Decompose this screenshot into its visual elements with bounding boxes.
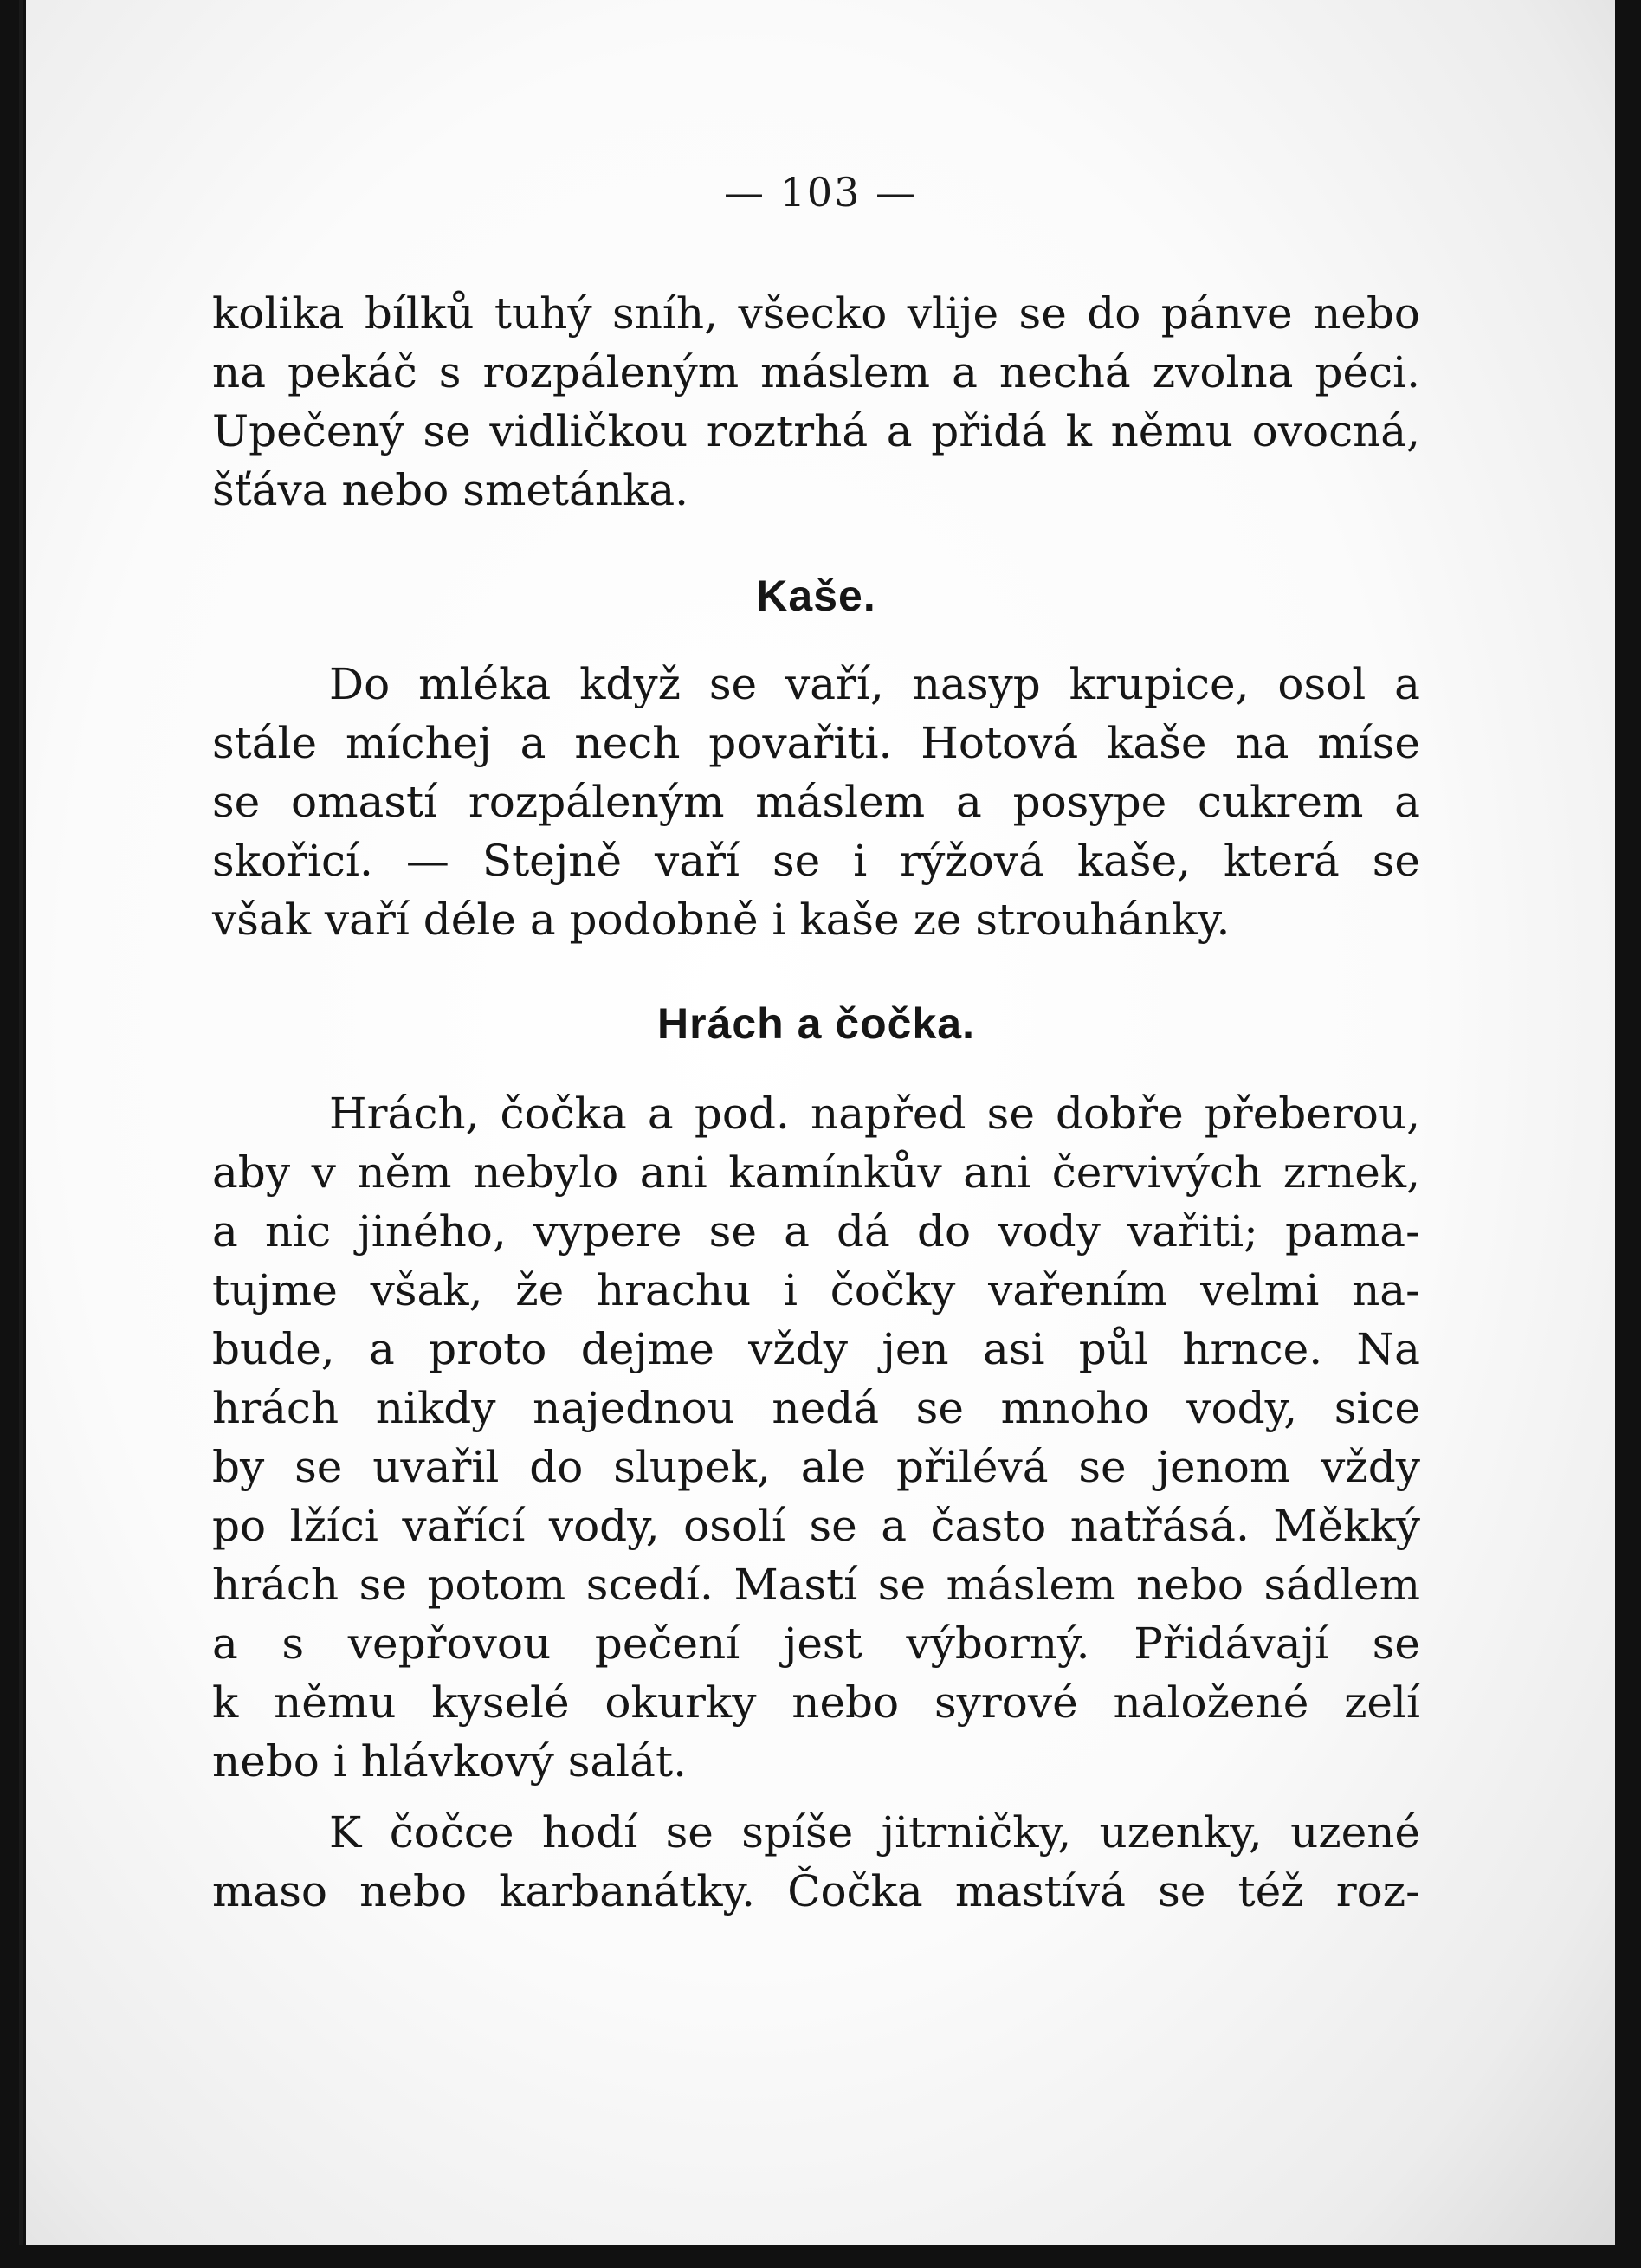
text-line: K čočce hodí se spíše jitrničky, uzenky, uzené <box>329 1807 1420 1858</box>
text-line: a s vepřovou pečení jest výborný. Přidávají se <box>212 1619 1420 1669</box>
kase-paragraph <box>212 655 1420 949</box>
text-line: po lžíci vařící vody, osolí se a často natřásá. Měkký <box>212 1501 1420 1551</box>
book-page <box>26 0 1615 2247</box>
text-line: a nic jiného, vypere se a dá do vody vařiti; pama- <box>212 1206 1420 1257</box>
section-heading-kase: Kaše. <box>756 572 876 620</box>
text-line: aby v něm nebylo ani kamínkův ani červivých zrnek, <box>212 1147 1420 1198</box>
scan-left-edge <box>19 0 23 2268</box>
scan-bottom-edge <box>0 2245 1641 2268</box>
text-line: však vaří déle a podobně i kaše ze strouhánky. <box>212 895 1231 945</box>
text-line: by se uvařil do slupek, ale přilévá se jenom vždy <box>212 1442 1420 1492</box>
text-line: na pekáč s rozpáleným máslem a nechá zvolna péci. <box>212 347 1420 397</box>
scan-right-edge <box>1617 0 1641 2268</box>
page-body <box>212 284 1420 1921</box>
section-heading-hrach: Hrách a čočka. <box>657 999 975 1048</box>
page-number: — 103 — <box>723 169 918 216</box>
hrach-paragraph-2 <box>212 1803 1420 1921</box>
intro-paragraph <box>212 284 1420 520</box>
text-line: maso nebo karbanátky. Čočka mastívá se též roz- <box>212 1866 1420 1916</box>
text-line: bude, a proto dejme vždy jen asi půl hrnce. Na <box>212 1324 1420 1374</box>
text-line: Do mléka když se vaří, nasyp krupice, osol a <box>329 659 1420 709</box>
text-line: hrách nikdy najednou nedá se mnoho vody, sice <box>212 1383 1420 1433</box>
text-line: nebo i hlávkový salát. <box>212 1736 687 1787</box>
text-line: šťáva nebo smetánka. <box>212 465 689 515</box>
text-line: Upečený se vidličkou roztrhá a přidá k němu ovocná, <box>212 406 1420 456</box>
text-line: k němu kyselé okurky nebo syrové naložené zelí <box>212 1677 1420 1728</box>
text-line: stále míchej a nech povařiti. Hotová kaše na míse <box>212 718 1420 768</box>
text-line: skořicí. — Stejně vaří se i rýžová kaše, která se <box>212 836 1420 886</box>
hrach-paragraph-1 <box>212 1084 1420 1791</box>
text-line: hrách se potom scedí. Mastí se máslem nebo sádlem <box>212 1560 1420 1610</box>
text-line: tujme však, že hrachu i čočky vařením velmi na- <box>212 1265 1420 1315</box>
text-line: se omastí rozpáleným máslem a posype cukrem a <box>212 777 1420 827</box>
text-line: kolika bílků tuhý sníh, všecko vlije se do pánve nebo <box>212 288 1420 339</box>
text-line: Hrách, čočka a pod. napřed se dobře přeberou, <box>329 1089 1420 1139</box>
